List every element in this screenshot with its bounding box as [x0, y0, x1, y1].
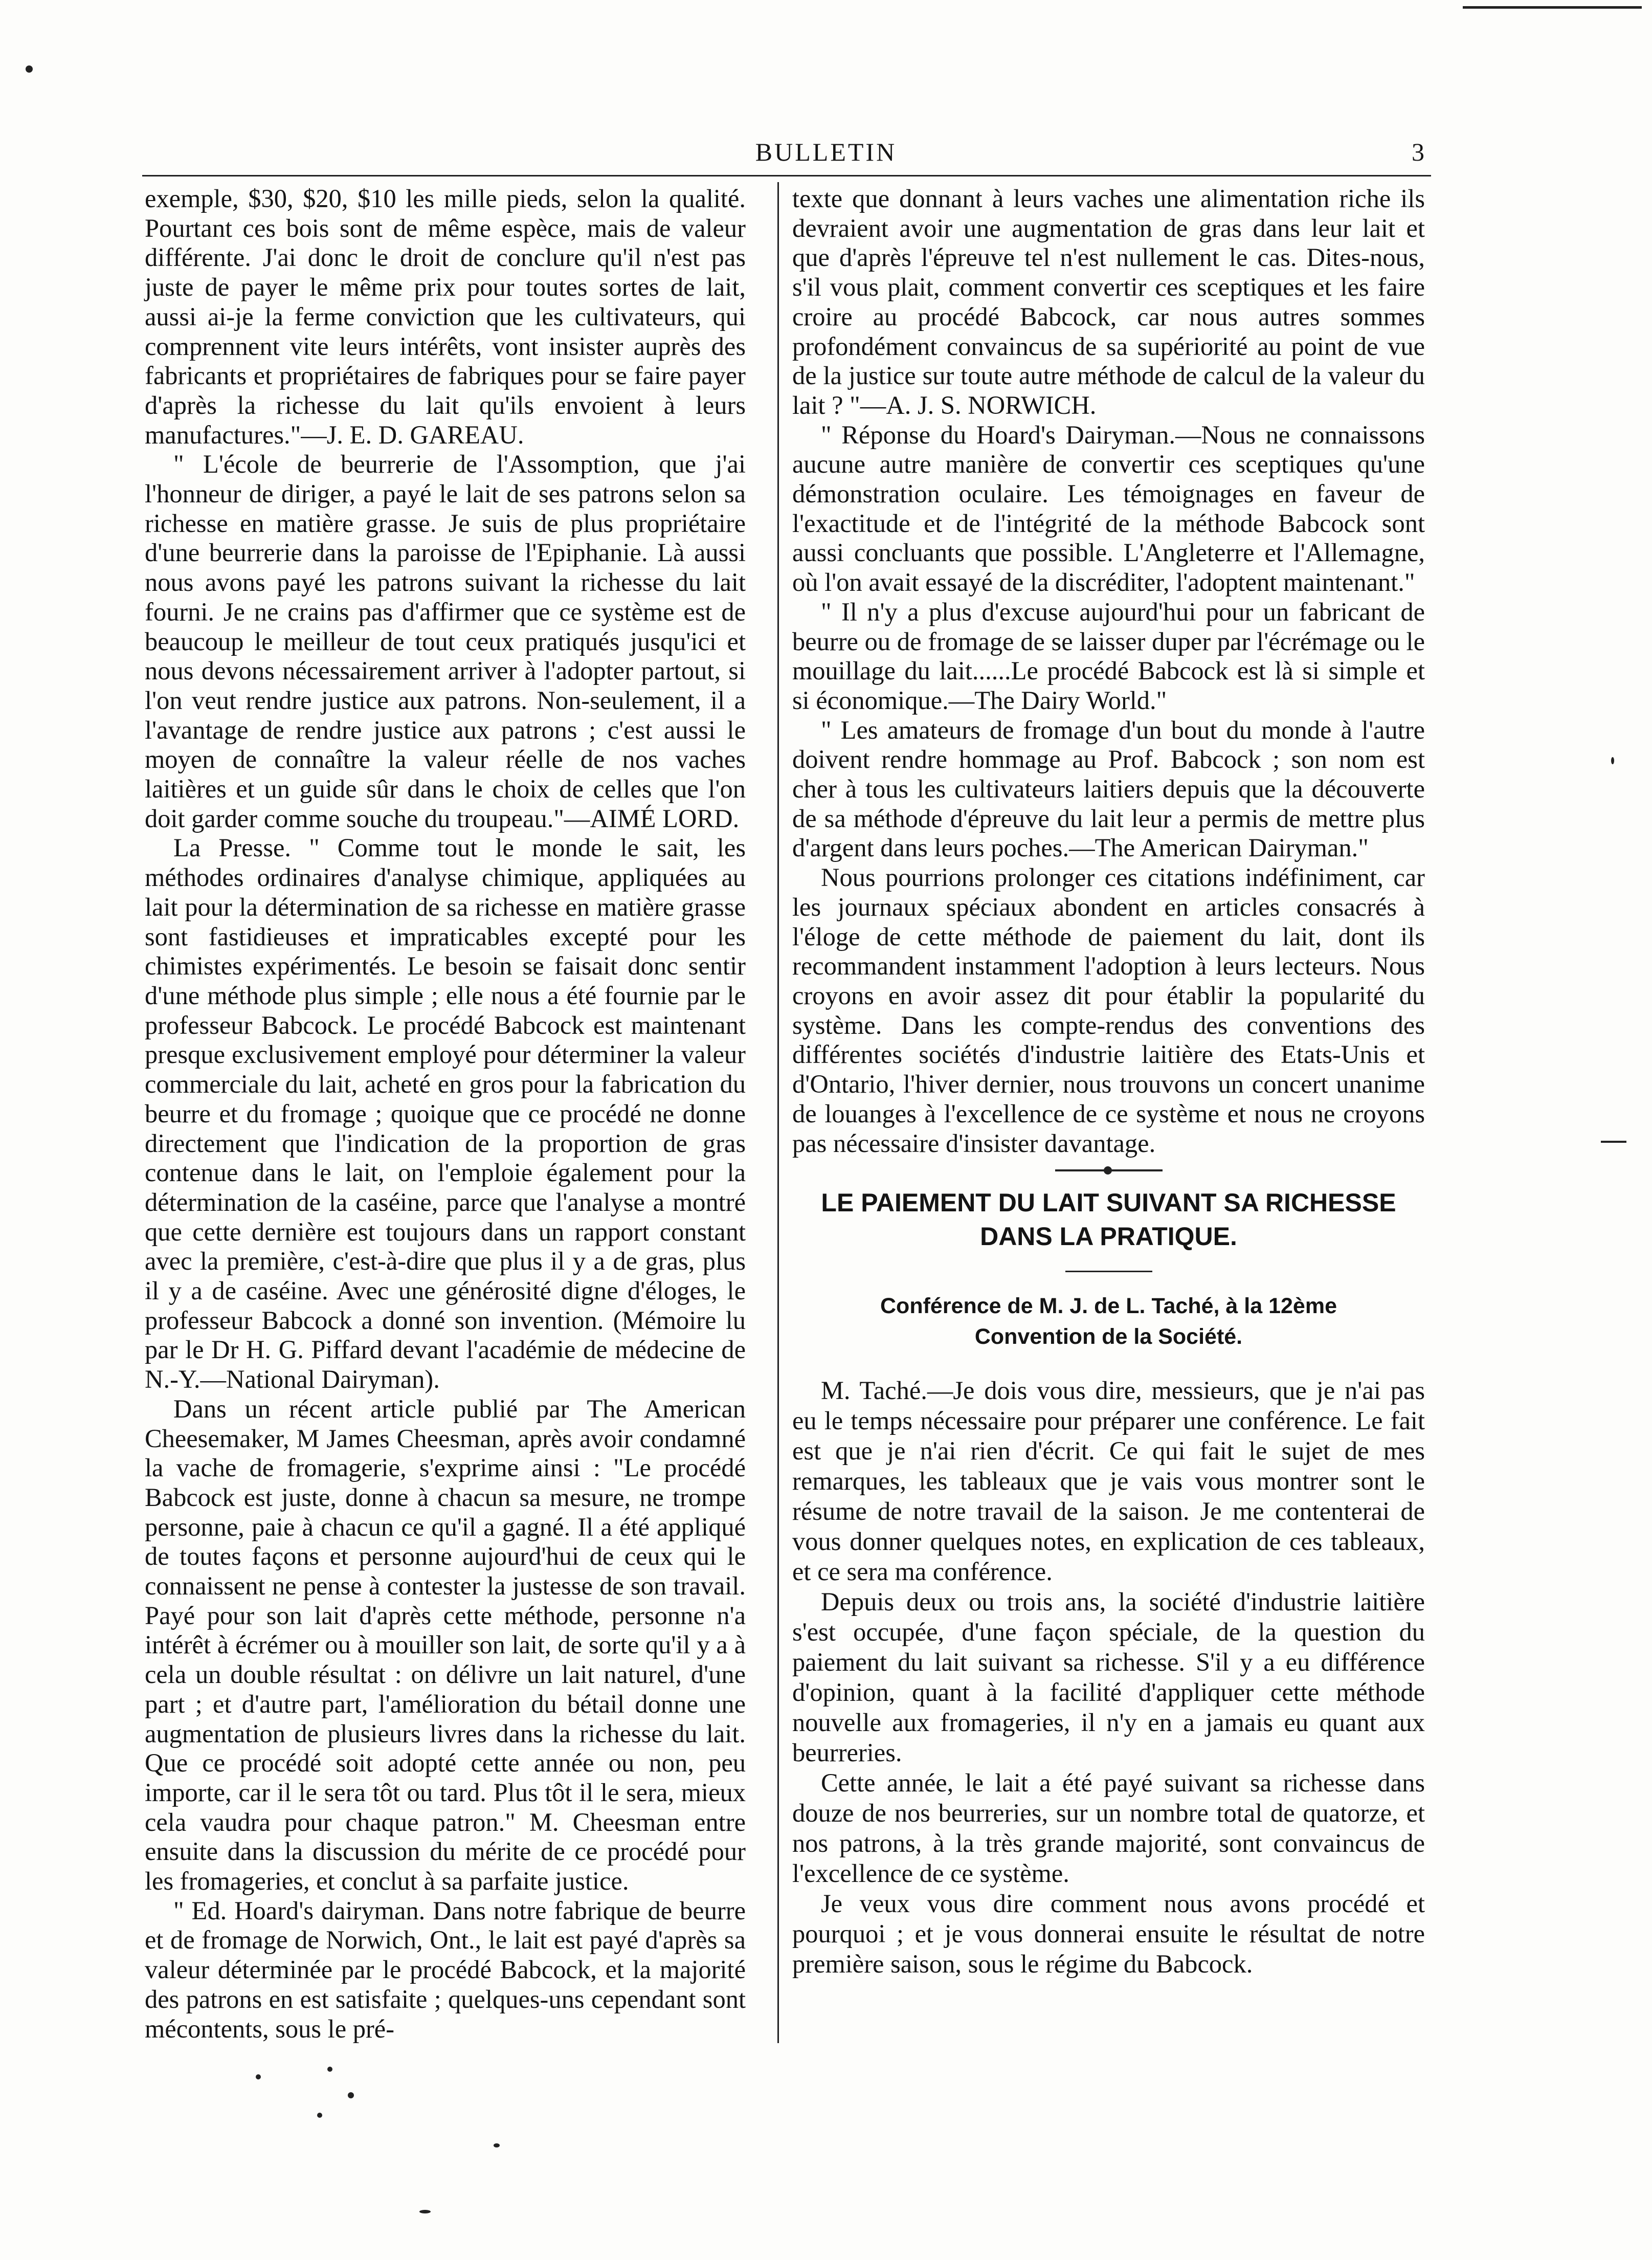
- title-rule: [1065, 1271, 1152, 1272]
- section-title-line: DANS LA PRATIQUE.: [980, 1222, 1237, 1251]
- paragraph: Dans un récent article publié par The American Cheesemaker, M James Cheesman, après avoir condamné la vache de fromagerie, s'exprime ainsi : "Le procédé Babcock est juste, donne à chacun sa mesure, ne trompe personne, paie à chacun ce qu'il a gagné. Il a été appliqué de toutes façons et personne aujourd'hui de ceux qui le connaissent ne pense à contester la justesse de son travail. Payé pour son lait d'après cette méthode, personne n'a intérêt à écrémer ou à mouiller son lait, de sorte qu'il y a à cela un double résultat : on délivre un lait naturel, d'une part ; et d'autre part, l'amélioration du bétail donne une augmentation de plusieurs livres dans la richesse du lait. Que ce procédé soit adopté cette année ou non, peu importe, car il le sera tôt ou tard. Plus tôt il le sera, mieux cela vaudra pour chaque patron." M. Cheesman entre ensuite dans la discussion du mérite de ce procédé pour les fromageries, et conclut à sa parfaite justice.: [145, 1394, 746, 1896]
- column-divider: [777, 182, 779, 2043]
- paragraph: exemple, $30, $20, $10 les mille pieds, selon la qualité. Pourtant ces bois sont de même espèce, mais de valeur différente. J'ai donc le droit de conclure qu'il n'est pas juste de payer le même prix pour toutes sortes de lait, aussi ai-je la ferme conviction que les cultivateurs, qui comprennent vite leurs intérêts, vont insister auprès des fabricants et propriétaires de fabriques pour se faire payer d'après la richesse du lait qu'ils envoient à leurs manufactures."—J. E. D. GAREAU.: [145, 184, 746, 449]
- section-separator: [1055, 1169, 1163, 1171]
- paragraph: " Réponse du Hoard's Dairyman.—Nous ne connaissons aucune autre manière de convertir ces sceptiques qu'une démonstration oculaire. Les témoignages en faveur de l'exactitude et de l'intégrité de la méthode Babcock sont aussi concluants que possible. L'Angleterre et l'Allemagne, où l'on avait essayé de la discréditer, l'adoptent maintenant.": [792, 420, 1425, 597]
- ink-speck: [327, 2067, 332, 2072]
- section-title-line: LE PAIEMENT DU LAIT SUIVANT SA RICHESSE: [821, 1188, 1396, 1217]
- subtitle-line: Convention de la Société.: [974, 1324, 1243, 1349]
- subtitle-line: Conférence de M. J. de L. Taché, à la 12ème: [880, 1294, 1337, 1319]
- paragraph: Depuis deux ou trois ans, la société d'industrie laitière s'est occupée, d'une façon spéciale, de la question du paiement du lait suivant sa richesse. S'il y a eu différence d'opinion, quant à la facilité d'appliquer cette méthode nouvelle aux fromageries, il n'y en a jamais eu quant aux beurreries.: [792, 1587, 1425, 1767]
- ink-speck: [348, 2092, 354, 2098]
- page-number: 3: [1412, 138, 1424, 166]
- right-column: [792, 184, 1425, 1979]
- paragraph: La Presse. " Comme tout le monde le sait, les méthodes ordinaires d'analyse chimique, appliquées au lait pour la détermination de sa richesse en matière grasse sont fastidieuses et impraticables excepté pour les chimistes expérimentés. Le besoin se faisait donc sentir d'une méthode plus simple ; elle nous a été fournie par le professeur Babcock. Le procédé Babcock est maintenant presque exclusivement employé pour déterminer la valeur commerciale du lait, acheté en gros pour la fabrication du beurre et du fromage ; quoique que ce procédé ne donne directement que l'indication de la proportion de gras contenue dans le lait, on l'emploie également pour la détermination de la caséine, parce que l'analyse a montré que cette dernière est toujours dans un rapport constant avec la première, c'est-à-dire que plus il y a de gras, plus il y a de caséine. Avec une générosité digne d'éloges, le professeur Babcock a donné son invention. (Mémoire lu par le Dr H. G. Piffard devant l'académie de médecine de N.-Y.—National Dairyman).: [145, 833, 746, 1394]
- paragraph: M. Taché.—Je dois vous dire, messieurs, que je n'ai pas eu le temps nécessaire pour préparer une conférence. Le fait est que je n'ai rien d'écrit. Ce qui fait le sujet de mes remarques, les tableaux que je vais vous montrer sont le résume de notre travail de la saison. Je me contenterai de vous donner quelques notes, en explication de ces tableaux, et ce sera ma conférence.: [792, 1376, 1425, 1586]
- paragraph: Nous pourrions prolonger ces citations indéfiniment, car les journaux spéciaux abondent en articles consacrés à l'éloge de cette méthode de paiement du lait, dont ils recommandent instamment l'adoption à leurs lecteurs. Nous croyons en avoir assez dit pour établir la popularité du système. Dans les compte-rendus des conventions des différentes sociétés d'industrie laitière des Etats-Unis et d'Ontario, l'hiver dernier, nous trouvons un concert unanime de louanges à l'excellence de ce système et nous ne croyons pas nécessaire d'insister davantage.: [792, 863, 1425, 1158]
- paragraph: Cette année, le lait a été payé suivant sa richesse dans douze de nos beurreries, sur un nombre total de quatorze, et nos patrons, à la très grande majorité, sont convaincus de l'excellence de ce système.: [792, 1768, 1425, 1888]
- running-header-title: BULLETIN: [755, 138, 897, 166]
- ink-speck: [256, 2074, 261, 2079]
- ink-speck: [1601, 1141, 1626, 1143]
- ink-speck: [419, 2210, 431, 2213]
- top-edge-rule: [1463, 6, 1642, 9]
- header-rule: [142, 175, 1431, 176]
- ink-speck: [317, 2113, 322, 2118]
- paragraph: texte que donnant à leurs vaches une alimentation riche ils devraient avoir une augmentation de gras dans leur lait et que d'après l'épreuve tel n'est nullement le cas. Dites-nous, s'il vous plait, comment convertir ces sceptiques et les faire croire au procédé Babcock, car nous autres sommes profondément convaincus de sa supériorité au point de vue de la justice sur toute autre méthode de calcul de la valeur du lait ? "—A. J. S. NORWICH.: [792, 184, 1425, 419]
- ink-speck: [26, 65, 33, 73]
- section-subtitle: [792, 1291, 1425, 1352]
- paragraph: " L'école de beurrerie de l'Assomption, que j'ai l'honneur de diriger, a payé le lait de ses patrons selon sa richesse en matière grasse. Je suis de plus propriétaire d'une beurrerie dans la paroisse de l'Epiphanie. Là aussi nous avons payé les patrons suivant la richesse du lait fourni. Je ne crains pas d'affirmer que ce système est de beaucoup le meilleur de tout ceux pratiqués jusqu'ici et nous devons nécessairement arriver à l'adopter partout, si l'on veut rendre justice aux patrons. Non-seulement, il a l'avantage de rendre justice aux patrons ; c'est aussi le moyen de connaître la valeur réelle de nos vaches laitières et un guide sûr dans le choix de celles que l'on doit garder comme souche du troupeau."—AIMÉ LORD.: [145, 450, 746, 833]
- paragraph: " Ed. Hoard's dairyman. Dans notre fabrique de beurre et de fromage de Norwich, Ont., le lait est payé d'après sa valeur déterminée par le procédé Babcock, et la majorité des patrons en est satisfaite ; quelques-uns cependant sont mécontents, sous le pré-: [145, 1896, 746, 2043]
- ink-speck: [494, 2143, 500, 2147]
- paragraph: " Les amateurs de fromage d'un bout du monde à l'autre doivent rendre hommage au Prof. Babcock ; son nom est cher à tous les cultivateurs laitiers depuis que la découverte de sa méthode d'épreuve du lait leur a permis de mettre plus d'argent dans leurs poches.—The American Dairyman.": [792, 715, 1425, 862]
- paragraph: " Il n'y a plus d'excuse aujourd'hui pour un fabricant de beurre ou de fromage de se laisser duper par l'écrémage ou le mouillage du lait......Le procédé Babcock est là si simple et si économique.—The Dairy World.": [792, 597, 1425, 715]
- ink-speck: [1611, 757, 1614, 764]
- left-column: [145, 184, 746, 2044]
- paragraph: Je veux vous dire comment nous avons procédé et pourquoi ; et je vous donnerai ensuite le résultat de notre première saison, sous le régime du Babcock.: [792, 1889, 1425, 1979]
- section-title: [792, 1186, 1425, 1253]
